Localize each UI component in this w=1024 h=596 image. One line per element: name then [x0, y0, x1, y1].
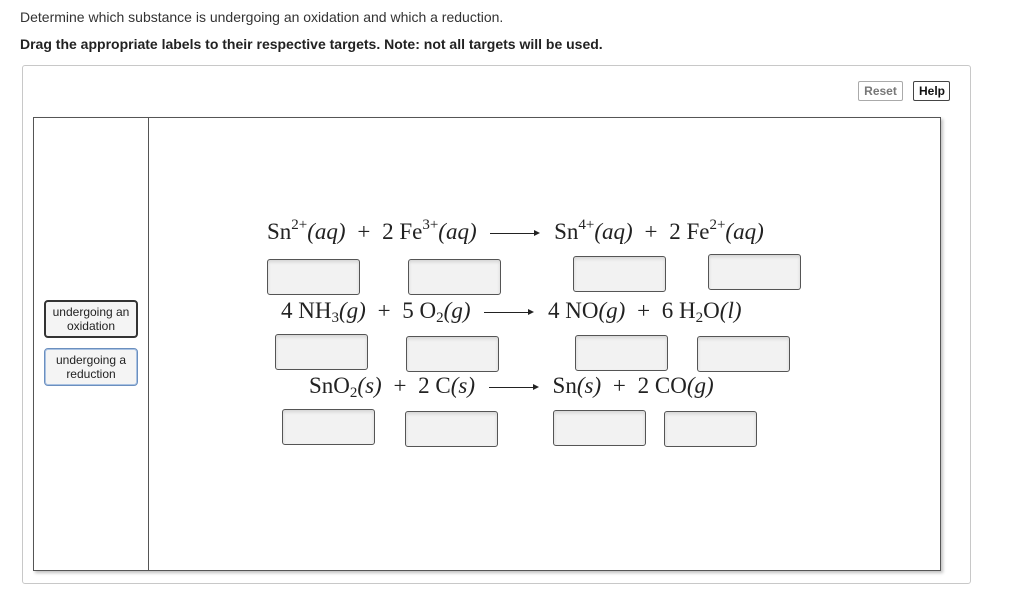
eq1-product-2: 2 $Fe^{2+}(aq)$ — [669, 217, 764, 244]
plus-sign: + — [644, 219, 658, 244]
drop-target-eq2-1[interactable] — [275, 334, 368, 370]
eq2-product-2: 6 $H_2O(l)$ — [661, 298, 742, 326]
equation-2 — [281, 298, 742, 324]
directive-text: Drag the appropriate labels to their respective targets. Note: not all targets will be used. — [20, 36, 603, 52]
eq1-reactant-1: $Sn^{2+}(aq)$ — [267, 217, 346, 244]
drop-target-eq1-3[interactable] — [573, 256, 666, 292]
drag-drop-canvas — [33, 117, 941, 571]
eq3-product-1: Sn(s) — [552, 373, 602, 398]
drop-target-eq2-4[interactable] — [697, 336, 790, 372]
drop-target-eq1-2[interactable] — [408, 259, 501, 295]
eq3-reactant-2: 2 C(s) — [418, 373, 476, 398]
equation-3 — [309, 373, 714, 399]
eq1-product-1: $Sn^{4+}(aq)$ — [554, 217, 633, 244]
plus-sign: + — [377, 298, 391, 323]
oxidation-label-line2: oxidation — [66, 319, 116, 333]
eq1-reactant-2: 2 $Fe^{3+}(aq)$ — [382, 217, 477, 244]
label-bank — [34, 118, 149, 570]
instructions-text: Determine which substance is undergoing an oxidation and which a reduction. — [20, 9, 504, 25]
help-button[interactable]: Help — [913, 81, 950, 101]
plus-sign: + — [393, 373, 407, 398]
oxidation-label[interactable] — [44, 300, 138, 338]
reaction-arrow-icon — [484, 308, 534, 318]
drop-target-eq3-2[interactable] — [405, 411, 498, 447]
drop-target-eq3-3[interactable] — [553, 410, 646, 446]
reduction-label[interactable] — [44, 348, 138, 386]
reaction-arrow-icon — [490, 229, 540, 239]
drop-target-eq3-4[interactable] — [664, 411, 757, 447]
eq2-reactant-1: 4 $NH_3(g)$ — [281, 298, 366, 326]
reset-button[interactable]: Reset — [858, 81, 903, 101]
oxidation-label-line1: undergoing an — [52, 305, 130, 319]
plus-sign: + — [637, 298, 651, 323]
eq2-product-1: 4 NO(g) — [548, 298, 626, 323]
plus-sign: + — [357, 219, 371, 244]
eq3-reactant-1: SnO$_2$(s) — [309, 373, 382, 401]
drop-target-eq1-1[interactable] — [267, 259, 360, 295]
plus-sign: + — [612, 373, 626, 398]
reduction-label-line1: undergoing a — [55, 353, 127, 367]
drop-target-eq2-2[interactable] — [406, 336, 499, 372]
drop-target-eq2-3[interactable] — [575, 335, 668, 371]
drop-target-eq1-4[interactable] — [708, 254, 801, 290]
drop-target-eq3-1[interactable] — [282, 409, 375, 445]
reduction-label-line2: reduction — [66, 367, 116, 381]
equation-1 — [267, 219, 764, 245]
eq2-reactant-2: 5 $O_2(g)$ — [402, 298, 471, 326]
eq3-product-2: 2 CO(g) — [637, 373, 714, 398]
reaction-arrow-icon — [489, 383, 539, 393]
